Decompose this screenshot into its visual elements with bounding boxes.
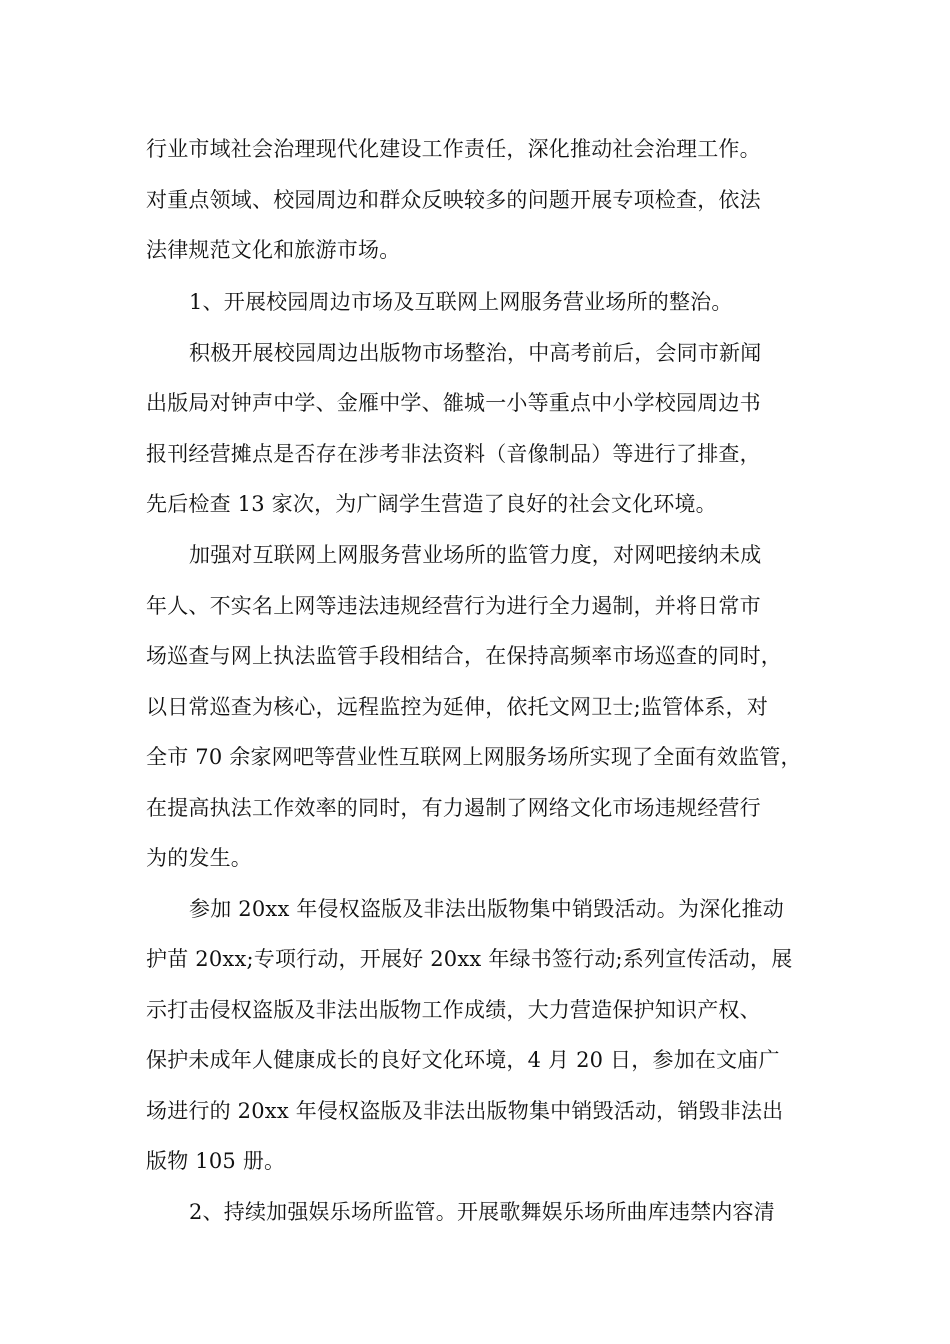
text-line: 场进行的 20xx 年侵权盗版及非法出版物集中销毁活动，销毁非法出 [146,1099,784,1123]
text-line: 参加 20xx 年侵权盗版及非法出版物集中销毁活动。为深化推动 [189,897,784,921]
text-line: 护苗 20xx;专项行动，开展好 20xx 年绿书签行动;系列宣传活动，展 [146,947,793,971]
list-item-heading: 1、开展校园周边市场及互联网上网服务营业场所的整治。 [189,290,733,314]
text-line: 保护未成年人健康成长的良好文化环境，4 月 20 日，参加在文庙广 [146,1048,780,1072]
text-line: 在提高执法工作效率的同时，有力遏制了网络文化市场违规经营行 [146,796,761,820]
text-line: 对重点领域、校园周边和群众反映较多的问题开展专项检查，依法 [146,188,761,212]
text-line: 以日常巡查为核心，远程监控为延伸，依托文网卫士;监管体系，对 [146,695,769,719]
text-line: 出版局对钟声中学、金雁中学、雒城一小等重点中小学校园周边书 [146,391,761,415]
text-line: 场巡查与网上执法监管手段相结合，在保持高频率市场巡查的同时， [146,644,782,668]
text-line: 法律规范文化和旅游市场。 [146,238,401,262]
text-line: 行业市域社会治理现代化建设工作责任，深化推动社会治理工作。 [146,137,761,161]
text-line: 示打击侵权盗版及非法出版物工作成绩，大力营造保护知识产权、 [146,998,761,1022]
text-line: 先后检查 13 家次，为广阔学生营造了良好的社会文化环境。 [146,492,717,516]
text-line: 加强对互联网上网服务营业场所的监管力度，对网吧接纳未成 [189,543,762,567]
list-item-heading: 2、持续加强娱乐场所监管。开展歌舞娱乐场所曲库违禁内容清 [189,1200,775,1224]
text-line: 全市 70 余家网吧等营业性互联网上网服务场所实现了全面有效监管， [146,745,802,769]
text-line: 年人、不实名上网等违法违规经营行为进行全力遏制，并将日常市 [146,594,761,618]
text-line: 为的发生。 [146,846,252,870]
text-line: 积极开展校园周边出版物市场整治，中高考前后，会同市新闻 [189,341,762,365]
text-line: 报刊经营摊点是否存在涉考非法资料（音像制品）等进行了排查， [146,442,761,466]
text-line: 版物 105 册。 [146,1149,286,1173]
